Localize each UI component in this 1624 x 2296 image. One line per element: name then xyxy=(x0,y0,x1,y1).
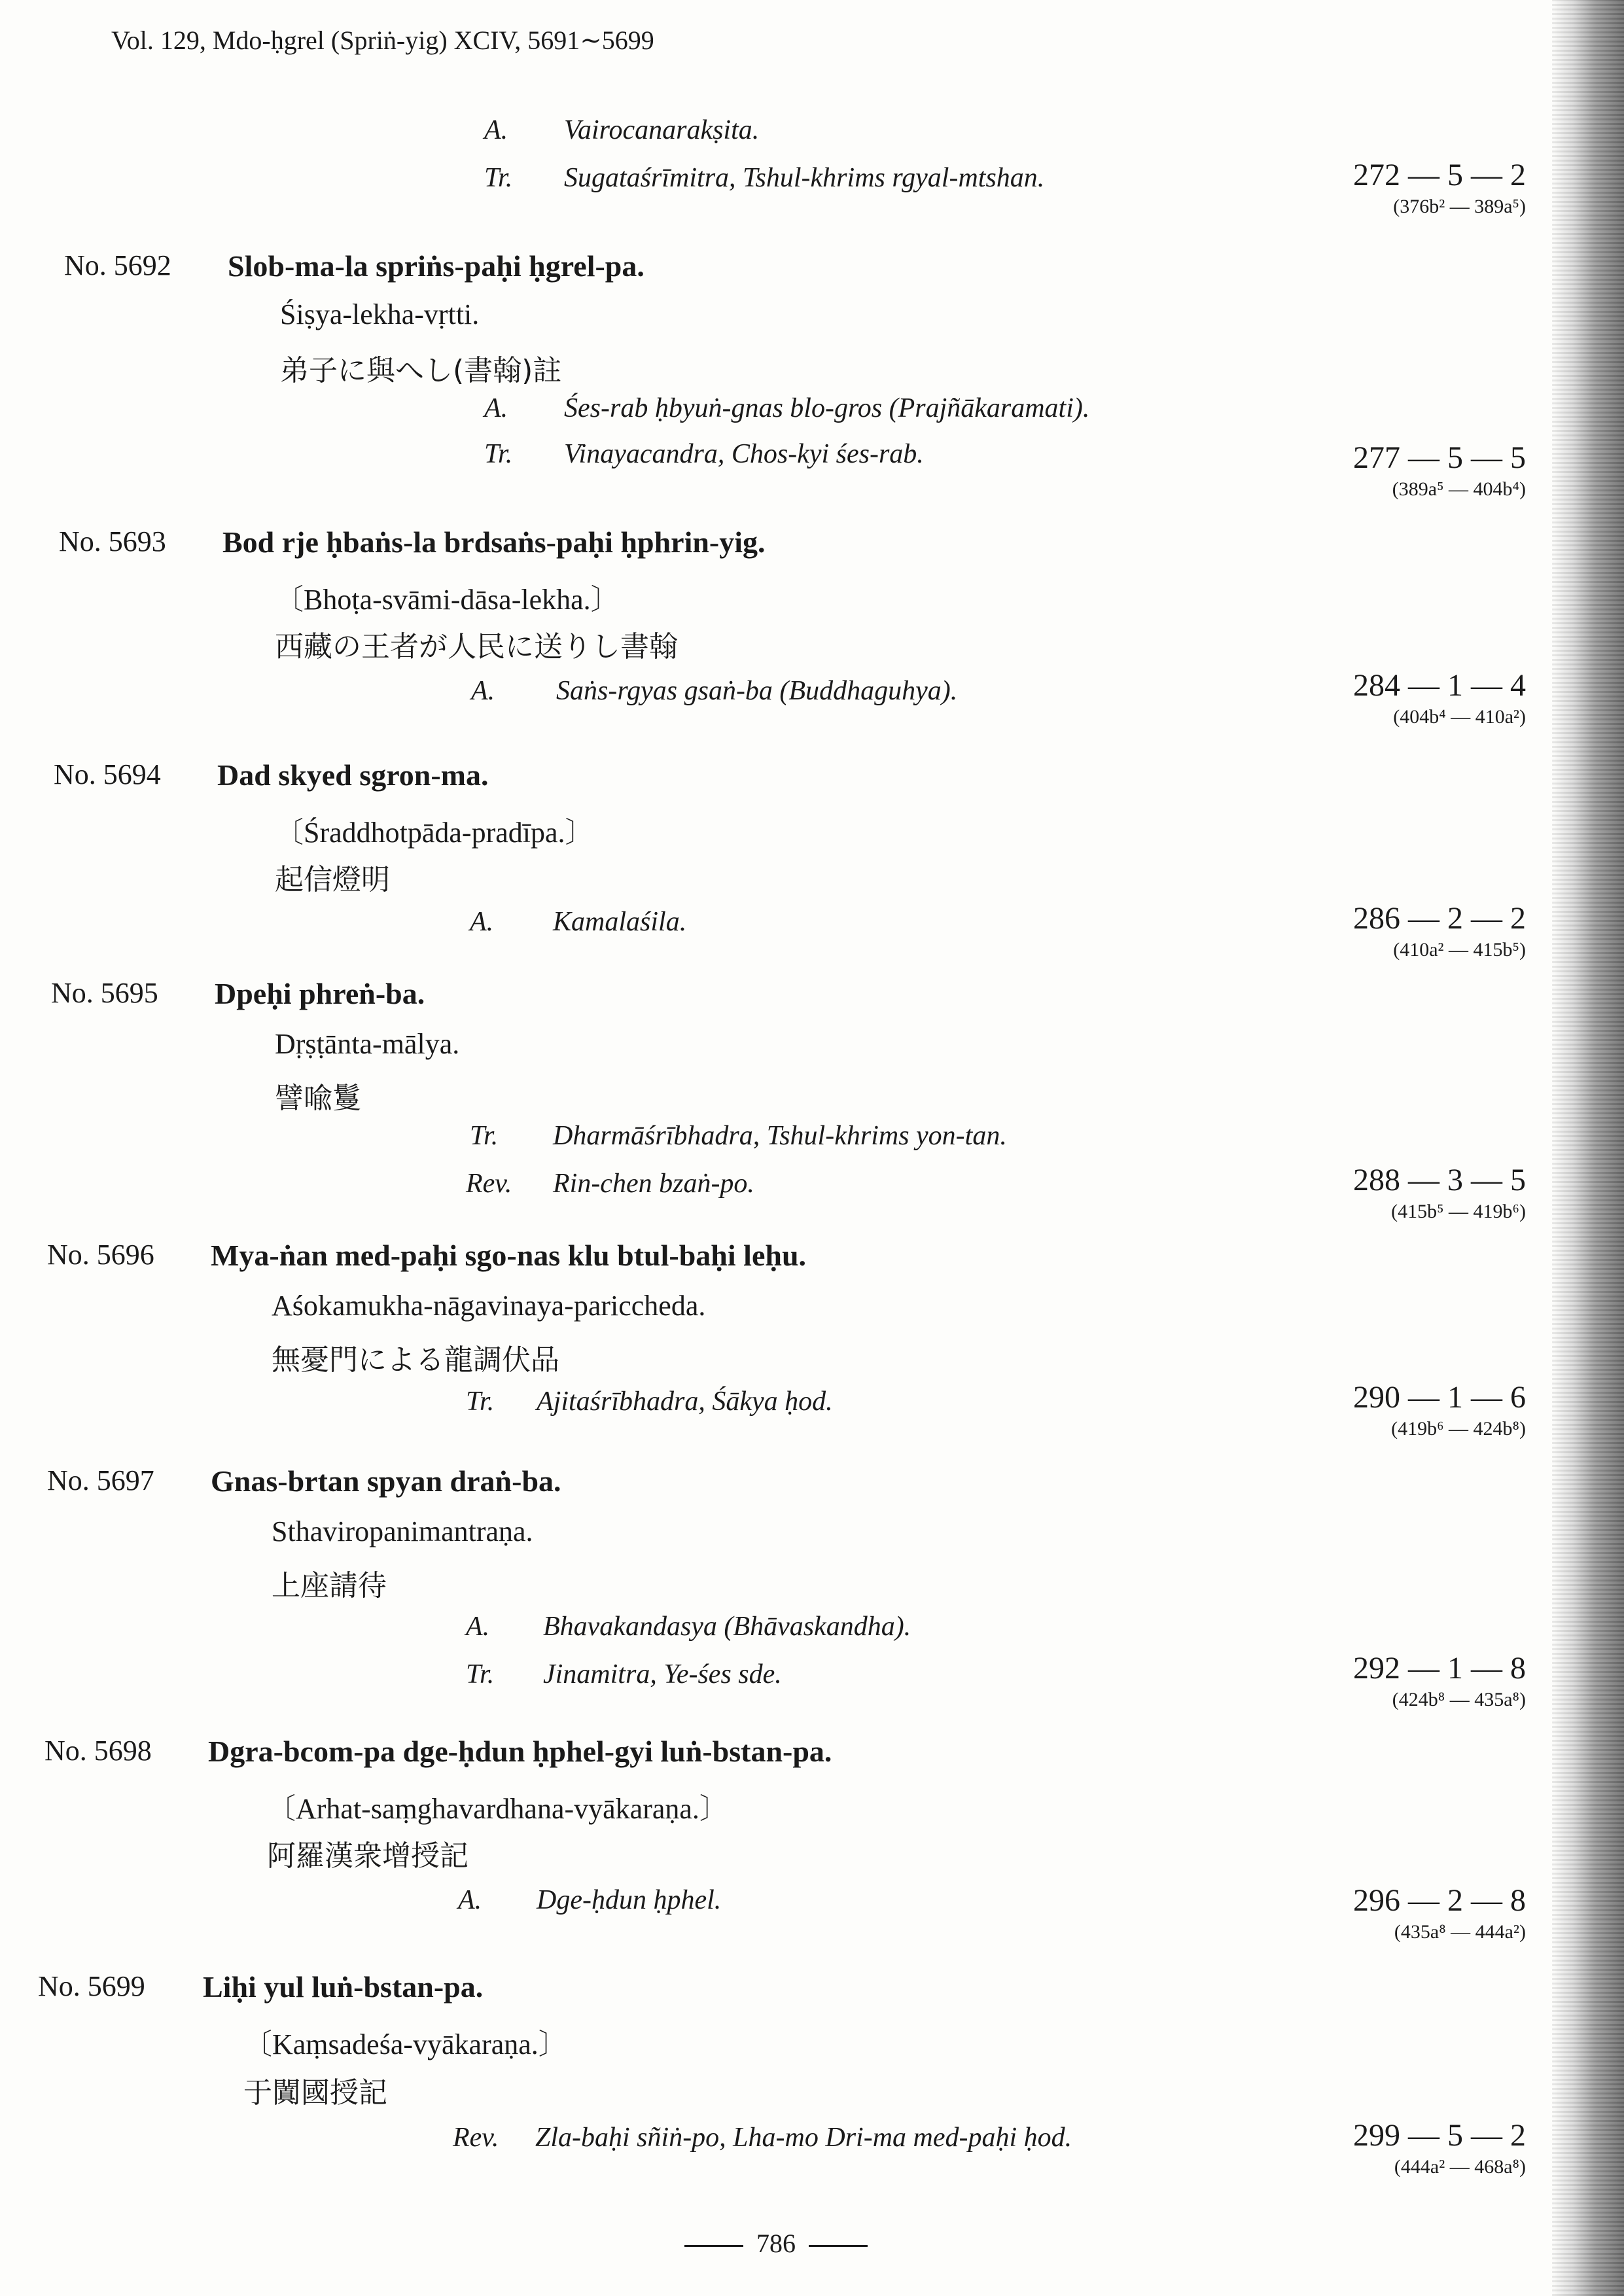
author-role: A. xyxy=(484,115,508,145)
reference-range: (404b⁴ — 410a²) xyxy=(1393,706,1526,728)
entry-title: Mya-ṅan med-paḥi sgo-nas klu btul-baḥi leḥu. xyxy=(211,1239,807,1272)
entry-title: Dad skyed sgron-ma. xyxy=(217,758,489,792)
reference-range: (389a⁵ — 404b⁴) xyxy=(1392,478,1526,500)
reference xyxy=(1353,1882,1526,1943)
author-role: A. xyxy=(470,907,494,937)
translator-role: Tr. xyxy=(470,1121,499,1151)
entry-number: No. 5698 xyxy=(44,1735,152,1767)
translator-name: Jinamitra, Ye-śes sde. xyxy=(543,1659,782,1689)
translator-role: Tr. xyxy=(484,163,513,193)
reference-range: (415b⁵ — 419b⁶) xyxy=(1391,1201,1526,1222)
reference-main: 277 — 5 — 5 xyxy=(1353,440,1526,475)
footer-dash-left xyxy=(684,2245,743,2247)
japanese-title: 上座請待 xyxy=(272,1569,387,1602)
reference-range: (444a² — 468a⁸) xyxy=(1394,2156,1526,2178)
reference-main: 292 — 1 — 8 xyxy=(1353,1651,1526,1686)
japanese-title: 弟子に與へし(書翰)註 xyxy=(280,354,562,387)
reference xyxy=(1353,667,1526,728)
reference-main: 288 — 3 — 5 xyxy=(1353,1163,1526,1197)
reviser-role: Rev. xyxy=(466,1169,512,1199)
reference xyxy=(1353,2117,1526,2178)
reference-range: (419b⁶ — 424b⁸) xyxy=(1391,1418,1526,1439)
japanese-title: 西藏の王者が人民に送りし書翰 xyxy=(275,630,678,663)
translator-role: Tr. xyxy=(484,439,513,469)
japanese-title: 于闐國授記 xyxy=(243,2076,387,2110)
sanskrit-title: Sthaviropanimantraṇa. xyxy=(272,1515,533,1547)
entry-number: No. 5697 xyxy=(47,1464,154,1496)
sanskrit-title: 〔Arhat-saṃghavardhana-vyākaraṇa.〕 xyxy=(267,1793,728,1825)
entry-title: Dgra-bcom-pa dge-ḥdun ḥphel-gyi luṅ-bstan-pa. xyxy=(208,1735,832,1768)
translator-name: Vinayacandra, Chos-kyi śes-rab. xyxy=(564,439,924,469)
reviser-name: Rin-chen bzaṅ-po. xyxy=(553,1169,754,1199)
entry-number: No. 5692 xyxy=(64,249,171,281)
sanskrit-title: Śiṣya-lekha-vṛtti. xyxy=(280,298,480,330)
sanskrit-title: 〔Kaṃsadeśa-vyākaraṇa.〕 xyxy=(243,2028,567,2060)
entry-title: Dpeḥi phreṅ-ba. xyxy=(215,977,425,1010)
reference-range: (424b⁸ — 435a⁸) xyxy=(1392,1689,1526,1710)
sanskrit-title: 〔Bhoṭa-svāmi-dāsa-lekha.〕 xyxy=(275,584,620,616)
author-role: A. xyxy=(484,393,508,423)
page-number: 786 xyxy=(756,2229,796,2258)
entry-number: No. 5693 xyxy=(59,525,166,557)
translator-role: Tr. xyxy=(466,1659,495,1689)
japanese-title: 起信燈明 xyxy=(275,863,390,896)
author-role: A. xyxy=(471,676,495,706)
reference-main: 296 — 2 — 8 xyxy=(1353,1883,1526,1918)
reference-main: 299 — 5 — 2 xyxy=(1353,2118,1526,2153)
footer-dash-right xyxy=(809,2245,868,2247)
entry-title: Bod rje ḥbaṅs-la brdsaṅs-paḥi ḥphrin-yig. xyxy=(222,525,766,559)
entry-title: Gnas-brtan spyan draṅ-ba. xyxy=(211,1464,561,1498)
reference xyxy=(1353,1162,1526,1223)
reference-main: 284 — 1 — 4 xyxy=(1353,668,1526,703)
page-footer xyxy=(0,2228,1552,2259)
entry-number: No. 5699 xyxy=(38,1970,145,2002)
japanese-title: 阿羅漢衆增授記 xyxy=(267,1839,468,1873)
reference xyxy=(1353,1379,1526,1440)
japanese-title: 譬喩鬘 xyxy=(275,1082,361,1115)
reference xyxy=(1353,900,1526,961)
reference-main: 286 — 2 — 2 xyxy=(1353,901,1526,936)
sanskrit-title: 〔Śraddhotpāda-pradīpa.〕 xyxy=(275,817,594,849)
reference-main: 272 — 5 — 2 xyxy=(1353,158,1526,192)
sanskrit-title: Dṛṣṭānta-mālya. xyxy=(275,1028,460,1060)
reference-range: (435a⁸ — 444a²) xyxy=(1394,1921,1526,1943)
translator-role: Tr. xyxy=(466,1386,495,1417)
entry-title: Slob-ma-la spriṅs-paḥi ḥgrel-pa. xyxy=(228,249,644,283)
translator-name: Sugataśrīmitra, Tshul-khrims rgyal-mtshan. xyxy=(564,163,1045,193)
translator-name: Ajitaśrībhadra, Śākya ḥod. xyxy=(537,1386,833,1417)
reviser-role: Rev. xyxy=(453,2123,499,2153)
japanese-title: 無憂門による龍調伏品 xyxy=(272,1343,559,1377)
reference-main: 290 — 1 — 6 xyxy=(1353,1380,1526,1415)
reviser-name: Zla-baḥi sñiṅ-po, Lha-mo Dri-ma med-paḥi ḥod. xyxy=(535,2123,1072,2153)
translator-name: Dharmāśrībhadra, Tshul-khrims yon-tan. xyxy=(553,1121,1007,1151)
reference xyxy=(1353,157,1526,218)
reference-range: (376b² — 389a⁵) xyxy=(1393,196,1526,217)
page-header: Vol. 129, Mdo-ḥgrel (Spriṅ-yig) XCIV, 5691∼5699 xyxy=(111,26,654,55)
author-name: Saṅs-rgyas gsaṅ-ba (Buddhaguhya). xyxy=(556,676,958,706)
author-role: A. xyxy=(458,1885,482,1915)
entry-number: No. 5694 xyxy=(54,758,161,790)
entry-number: No. 5695 xyxy=(51,977,158,1009)
entry-title: Liḥi yul luṅ-bstan-pa. xyxy=(203,1970,484,2004)
author-name: Dge-ḥdun ḥphel. xyxy=(537,1885,722,1915)
author-role: A. xyxy=(466,1612,490,1642)
reference-range: (410a² — 415b⁵) xyxy=(1393,939,1526,961)
author-name: Śes-rab ḥbyuṅ-gnas blo-gros (Prajñākaramati). xyxy=(564,393,1090,423)
author-name: Bhavakandasya (Bhāvaskandha). xyxy=(543,1612,911,1642)
reference xyxy=(1353,440,1526,501)
scan-edge-shadow xyxy=(1552,0,1624,2296)
sanskrit-title: Aśokamukha-nāgavinaya-pariccheda. xyxy=(272,1290,706,1322)
reference xyxy=(1353,1650,1526,1711)
author-name: Vairocanarakṣita. xyxy=(564,115,760,145)
author-name: Kamalaśila. xyxy=(553,907,687,937)
entry-number: No. 5696 xyxy=(47,1239,154,1271)
